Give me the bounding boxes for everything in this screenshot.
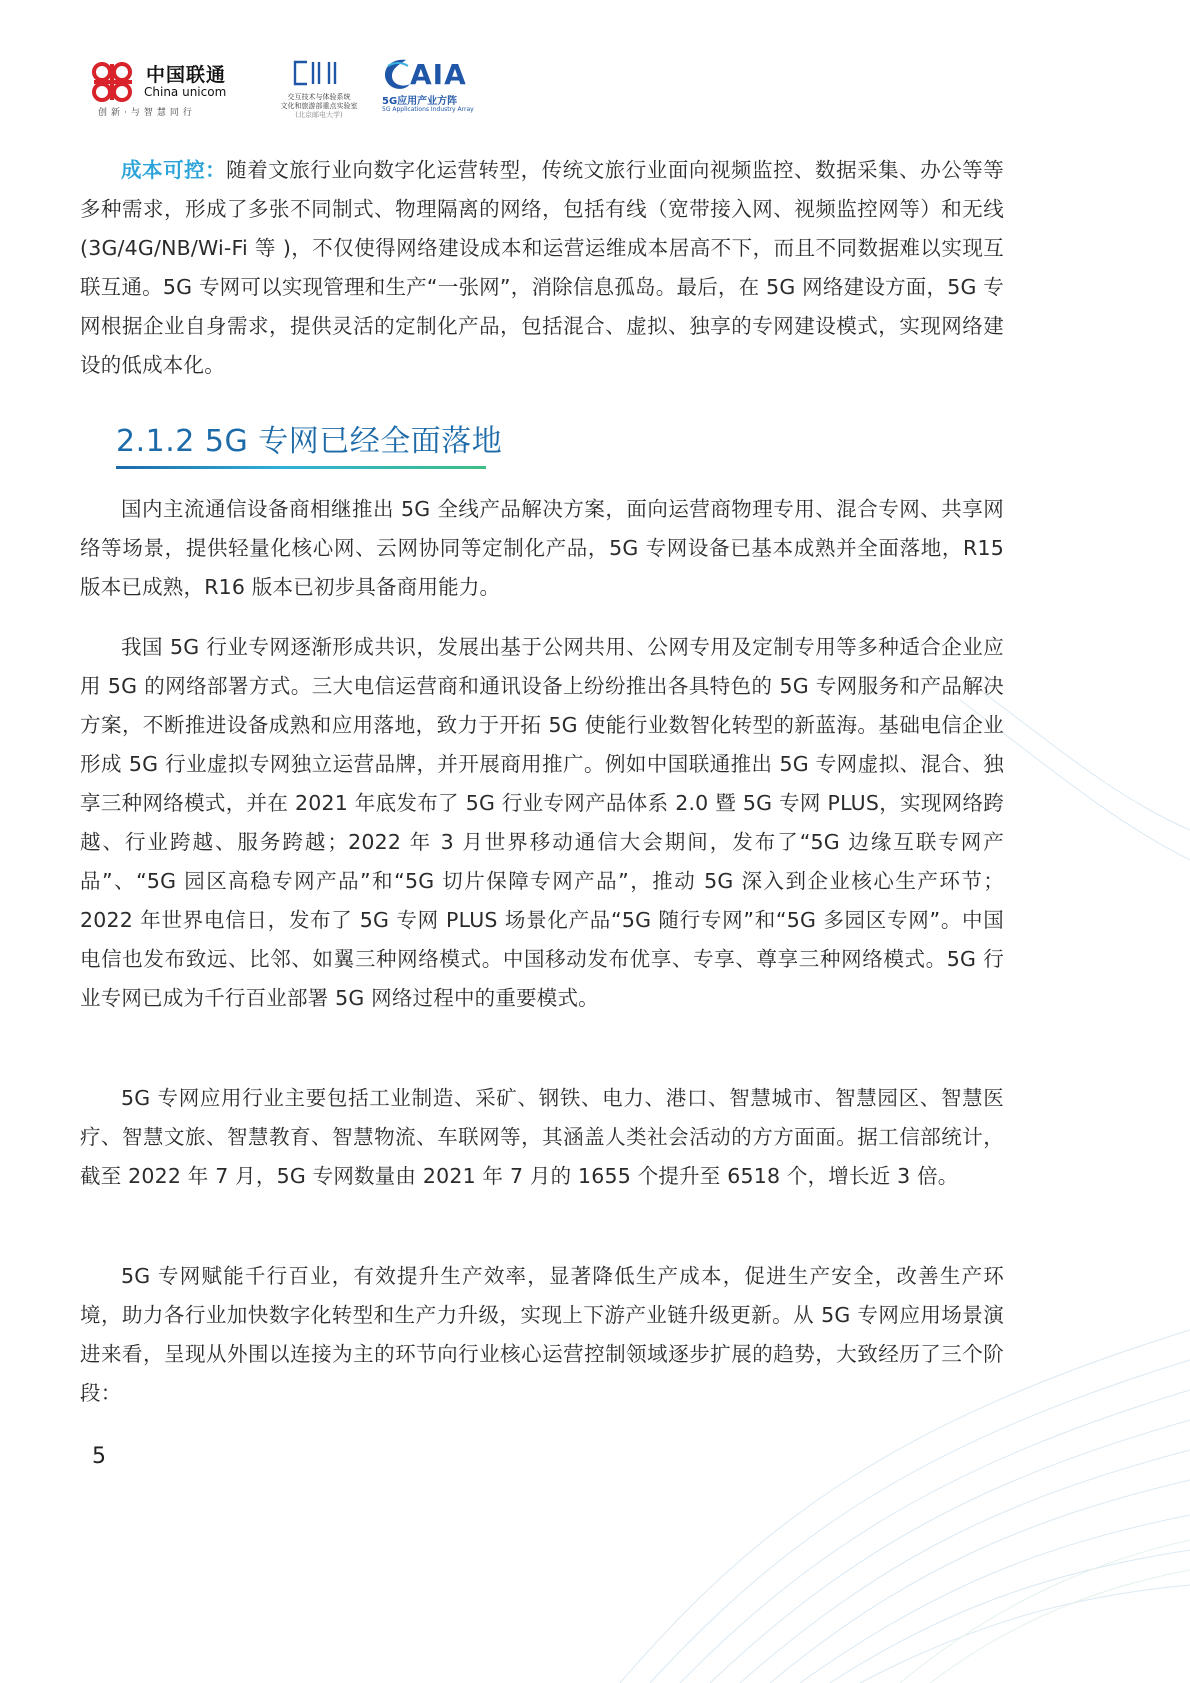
aia-swirl-icon	[380, 56, 414, 94]
aia-mark: AIA	[410, 58, 467, 91]
unicom-knot-icon	[84, 58, 142, 108]
lab-line-2: 文化和旅游部重点实验室	[280, 102, 358, 110]
cost-control-section	[80, 151, 1004, 385]
unicom-name-en: China unicom	[144, 85, 227, 99]
unicom-slogan: 创新·与智慧同行	[98, 108, 196, 118]
cost-control-text: 随着文旅行业向数字化运营转型，传统文旅行业面向视频监控、数据采集、办公等等多种需求，形成了多张不同制式、物理隔离的网络，包括有线（宽带接入网、视频监控网等）和无线 (3G/4G/NB/Wi-Fi 等 )，不仅使得网络建设成本和运营运维成本居高不下，而且不同数据难以实现互联互通。5G 专网可以实现管理和生产“一张网”，消除信息孤岛。最后，在 5G 网络建设方面，5G 专网根据企业自身需求，提供灵活的定制化产品，包括混合、虚拟、独享的专网建设模式，实现网络建设的低成本化。	[80, 158, 1005, 377]
unicom-name-cn: 中国联通	[146, 64, 227, 86]
cost-control-lead: 成本可控：	[121, 158, 227, 182]
heading-underline	[116, 466, 486, 469]
lab-mark-icon	[291, 58, 347, 88]
body-paragraph-3-block	[80, 1079, 1004, 1196]
lab-line-1: 交互技术与体验系统	[287, 93, 351, 101]
aia-name-en: 5G Applications Industry Array	[382, 106, 474, 113]
body-paragraph-4-block	[80, 1257, 1004, 1413]
page-number: 5	[92, 1444, 106, 1469]
body-paragraph-2-block	[80, 628, 1004, 1018]
section-heading-text: 2.1.2 5G 专网已经全面落地	[116, 424, 503, 459]
body-paragraph-1-block	[80, 490, 1004, 607]
body-paragraph-2: 我国 5G 行业专网逐渐形成共识，发展出基于公网共用、公网专用及定制专用等多种适合企业应用 5G 的网络部署方式。三大电信运营商和通讯设备上纷纷推出各具特色的 5G 专网服务和产品解决方案，不断推进设备成熟和应用落地，致力于开拓 5G 使能行业数智化转型的新蓝海。基础电信企业形成 5G 行业虚拟专网独立运营品牌，并开展商用推广。例如中国联通推出 5G 专网虚拟、混合、独享三种网络模式，并在 2021 年底发布了 5G 行业专网产品体系 2.0 暨 5G 专网 PLUS，实现网络跨越、行业跨越、服务跨越；2022 年 3 月世界移动通信大会期间，发布了“5G 边缘互联专网产品”、“5G 园区高稳专网产品”和“5G 切片保障专网产品”，推动 5G 深入到企业核心生产环节；2022 年世界电信日，发布了 5G 专网 PLUS 场景化产品“5G 随行专网”和“5G 多园区专网”。中国电信也发布致远、比邻、如翼三种网络模式。中国移动发布优享、专享、尊享三种网络模式。5G 行业专网已成为千行百业部署 5G 网络过程中的重要模式。	[80, 635, 1004, 1010]
lab-line-3: (北京邮电大学)	[295, 111, 343, 119]
aia-name-cn: 5G应用产业方阵	[382, 96, 458, 107]
body-paragraph-1: 国内主流通信设备商相继推出 5G 全线产品解决方案，面向运营商物理专用、混合专网、共享网络等场景，提供轻量化核心网、云网协同等定制化产品，5G 专网设备已基本成熟并全面落地，R15 版本已成熟，R16 版本已初步具备商用能力。	[80, 497, 1004, 599]
body-paragraph-3: 5G 专网应用行业主要包括工业制造、采矿、钢铁、电力、港口、智慧城市、智慧园区、智慧医疗、智慧文旅、智慧教育、智慧物流、车联网等，其涵盖人类社会活动的方方面面。据工信部统计，截至 2022 年 7 月，5G 专网数量由 2021 年 7 月的 1655 个提升至 6518 个，增长近 3 倍。	[80, 1086, 1004, 1188]
cost-control-paragraph	[80, 151, 1004, 385]
section-heading	[116, 416, 502, 469]
body-paragraph-4: 5G 专网赋能千行百业，有效提升生产效率，显著降低生产成本，促进生产安全，改善生产环境，助力各行业加快数字化转型和生产力升级，实现上下游产业链升级更新。从 5G 专网应用场景演进来看，呈现从外围以连接为主的环节向行业核心运营控制领域逐步扩展的趋势，大致经历了三个阶段：	[80, 1264, 1004, 1405]
